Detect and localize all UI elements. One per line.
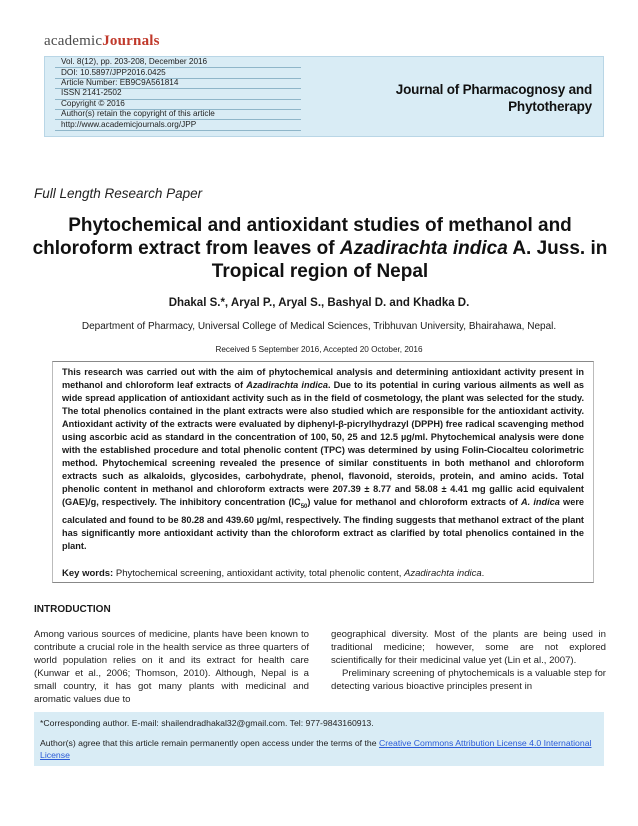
received-accepted-dates: Received 5 September 2016, Accepted 20 October, 2016 <box>215 345 423 354</box>
keywords-species: Azadirachta indica <box>404 568 482 579</box>
journal-title-line1: Journal of Pharmacognosy and <box>395 82 592 97</box>
meta-copyright: Copyright © 2016 <box>55 99 301 109</box>
title-part2: A. Juss. in Tropical region of Nepal <box>211 238 608 282</box>
intro-paragraph-2: Preliminary screening of phytochemicals is a valuable step for detecting various bioactive principles present in <box>331 668 606 693</box>
corresponding-author: *Corresponding author. E-mail: shailendradhakal32@gmail.com. Tel: 977-9843160913. <box>40 718 374 728</box>
license-link[interactable]: Creative Commons Attribution License 4.0 International License <box>40 738 592 760</box>
keywords-end: . <box>481 568 485 579</box>
publisher-logo <box>44 33 160 50</box>
intro-paragraph-1-cont: geographical diversity. Most of the plants are being used in traditional medicine; however, some are not explored scientifically for their medicinal value yet (Lin et al., 2007). <box>331 629 606 667</box>
paper-type: Full Length Research Paper <box>34 186 203 201</box>
article-metadata <box>55 58 301 131</box>
license-text: Author(s) agree that this article remain permanently open access under the terms of the <box>40 738 379 748</box>
meta-issn: ISSN 2141-2502 <box>55 89 301 99</box>
abstract-part3: ) value for methanol and chloroform extracts of <box>307 497 521 508</box>
authors: Dhakal S.*, Aryal P., Aryal S., Bashyal D. and Khadka D. <box>168 297 470 309</box>
paper-title <box>30 214 610 283</box>
keywords-text: Phytochemical screening, antioxidant activity, total phenolic content, <box>113 568 405 579</box>
affiliation: Department of Pharmacy, Universal College of Medical Sciences, Tribhuvan University, Bhairahawa, Nepal. <box>81 321 557 332</box>
meta-volume: Vol. 8(12), pp. 203-208, December 2016 <box>55 58 301 68</box>
journal-title-line2: Phytotherapy <box>508 99 592 114</box>
meta-article-number: Article Number: EB9C9A561814 <box>55 78 301 88</box>
section-heading-introduction: INTRODUCTION <box>34 604 111 615</box>
abstract-part4: were calculated and found to be 80.28 and 439.60 µg/ml, respectively. The finding suggests that methanol extract of the plant has significantly more antioxidant activity than the chloroform extract as clarified by total phenolics contained in the plant. <box>62 497 585 552</box>
abstract <box>62 366 584 553</box>
logo-suffix: Journals <box>102 33 160 49</box>
meta-rights: Author(s) retain the copyright of this article <box>55 109 301 119</box>
abstract-part1: This research was carried out with the aim of phytochemical analysis and determining antioxidant activity present in methanol and chloroform leaf extracts of <box>62 367 584 391</box>
body-column-right <box>331 628 606 693</box>
meta-url[interactable]: http://www.academicjournals.org/JPP <box>55 120 301 130</box>
footnote-box <box>34 712 604 766</box>
abstract-subscript: 50 <box>300 504 308 511</box>
journal-title <box>332 81 592 115</box>
title-part1: Phytochemical and antioxidant studies of methanol and chloroform extract from leaves of <box>32 215 572 259</box>
logo-prefix: academic <box>44 33 103 49</box>
abstract-part2: . Due to its potential in curing various ailments as well as wide spread application of antioxidant activity such as in the field of cosmetology, the plant was selected for the study. The total phenolics contained in the plant extracts were also studied which are responsible for the antioxidant activity. Antioxidant activity of the extracts were evaluated by diphenyl-β-picrylhydrazyl (DPPH) free radical scavenging method using ascorbic acid as standard in the concentration of 100, 50, 25 and 12.5 µg/ml. Phytochemical analysis were done with the established procedure and total phenolic content (TPC) was determined by using Folin-Ciocalteu colorimetric method. Phytochemical screening revealed the presence of similar constituents in both methanol and chloroform extracts such as alkaloids, glycosides, carbohydrate, phenol, flavonoid, steroids, protein, and amino acids. Total phenolic content in methanol and chloroform extracts were 207.39 ± 8.77 and 58.08 ± 4.41 mg gallic acid equivalent (GAE)/g, respectively. The inhibitory concentration (IC <box>62 380 584 508</box>
title-species: Azadirachta indica <box>339 238 508 259</box>
keywords-label: Key words: <box>62 568 114 579</box>
journal-header <box>44 56 604 137</box>
meta-doi[interactable]: DOI: 10.5897/JPP2016.0425 <box>55 68 301 78</box>
license-note <box>40 737 600 761</box>
intro-paragraph-1: Among various sources of medicine, plants have been known to contribute a crucial role in the health service as three quarters of world population relies on it and its extract for health care (Kunwar et al., 2006; Thomson, 2010). Although, Nepal is a small country, it has got many plants with medicinal and aromatic values due to <box>34 629 309 706</box>
abstract-species2: A. indica <box>521 497 560 508</box>
abstract-species1: Azadirachta indica <box>246 380 328 391</box>
body-column-left <box>34 628 309 707</box>
keywords <box>62 568 592 579</box>
